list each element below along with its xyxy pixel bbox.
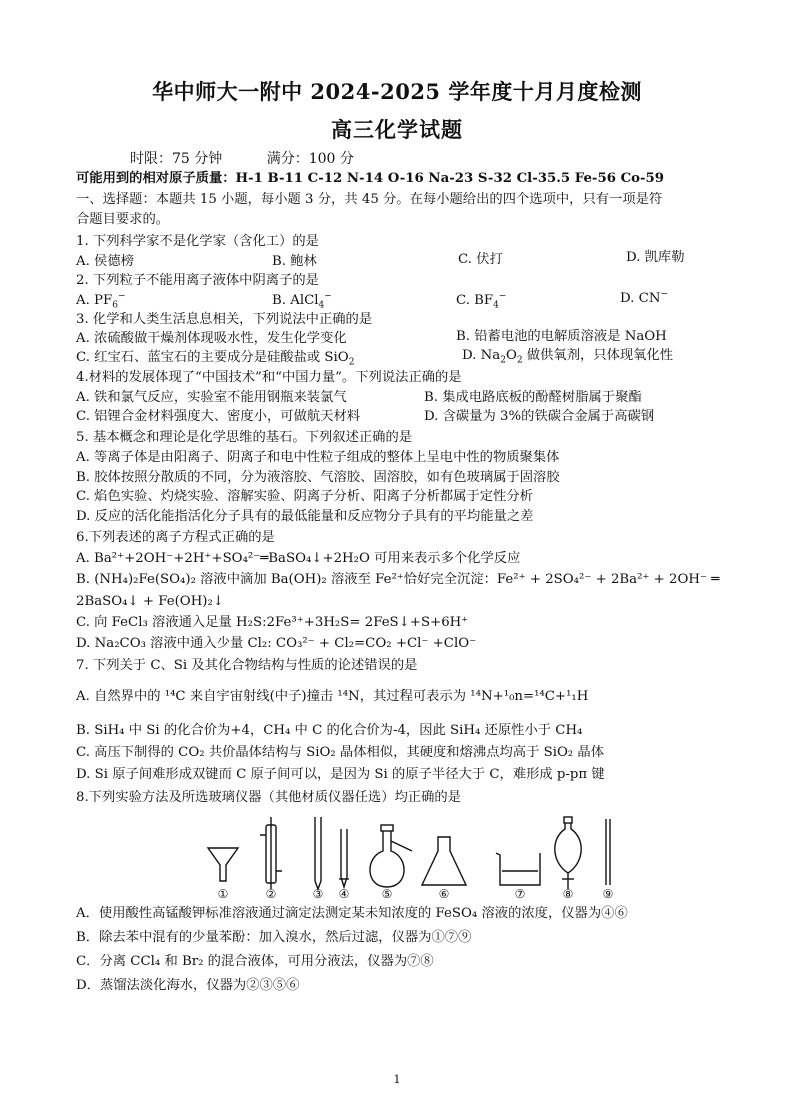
q7-option-b: B. SiH₄ 中 Si 的化合价为+4，CH₄ 中 C 的化合价为-4，因此 SiH₄ 还原性小于 CH₄ [76, 723, 583, 738]
q4-option-b: B. 集成电路底板的酚醛树脂属于聚酯 [424, 390, 642, 405]
q1-option-b: B. 鲍林 [272, 254, 317, 269]
burette-icon [315, 817, 321, 889]
q3-option-d: D. $Na_2O_2$ 做供氧剂，只体现氧化性 [462, 348, 674, 366]
q6-stem: 6.下列表述的离子方程式正确的是 [76, 530, 275, 545]
q4-stem: 4.材料的发展体现了“中国技术”和“中国力量”。下列说法正确的是 [76, 370, 462, 385]
q4-option-d: D. 含碳量为 3%的铁碳合金属于高碳钢 [424, 409, 655, 424]
atomic-masses: 可能用到的相对原子质量：H-1 B-11 C-12 N-14 O-16 Na-23 S-32 Cl-35.5 Fe-56 Co-59 [76, 171, 665, 186]
q5-stem: 5. 基本概念和理论是化学思维的基石。下列叙述正确的是 [76, 430, 413, 445]
q4-option-c: C. 铝锂合金材料强度大、密度小，可做航天材料 [76, 409, 361, 424]
page-subtitle: 高三化学试题 [331, 117, 463, 142]
apparatus-label-8: ⑧ [562, 887, 574, 900]
q5-option-c: C. 焰色实验、灼烧实验、溶解实验、阴离子分析、阳离子分析都属于定性分析 [76, 489, 533, 504]
q8-option-a: A．使用酸性高锰酸钾标准溶液通过滴定法测定某未知浓度的 FeSO₄ 溶液的浓度，仪器为④⑥ [76, 906, 628, 921]
q3-stem: 3. 化学和人类生活息息相关，下列说法中正确的是 [76, 312, 373, 327]
q1-option-c: C. 伏打 [458, 252, 503, 267]
distillation-flask-icon [370, 825, 412, 887]
apparatus-label-3: ③ [312, 887, 324, 900]
q7-option-c: C. 高压下制得的 CO₂ 共价晶体结构与 SiO₂ 晶体相似，其硬度和熔沸点均高于 SiO₂ 晶体 [76, 745, 605, 760]
q5-option-d: D. 反应的活化能指活化分子具有的最低能量和反应物分子具有的平均能量之差 [76, 509, 534, 524]
exam-meta [130, 150, 394, 168]
q8-option-d: D．蒸馏法淡化海水，仪器为②③⑤⑥ [76, 978, 300, 993]
apparatus-label-6: ⑥ [438, 887, 450, 900]
q2-option-d: D. CN− [620, 289, 668, 306]
section-instructions-line2: 合题目要求的。 [76, 212, 170, 227]
apparatus-label-4: ④ [338, 887, 350, 900]
q7-option-a: A. 自然界中的 ¹⁴C 来自宇宙射线(中子)撞击 ¹⁴N，其过程可表示为 ¹⁴N+¹₀n=¹⁴C+¹₁H [76, 689, 589, 704]
page-number: 1 [393, 1073, 401, 1086]
conical-flask-icon [422, 837, 466, 885]
q3-option-b: B. 铅蓄电池的电解质溶液是 NaOH [456, 329, 667, 344]
apparatus-label-7: ⑦ [514, 887, 526, 900]
separatory-funnel-icon [555, 817, 581, 889]
apparatus-label-5: ⑤ [381, 887, 393, 900]
q6-option-c: C. 向 FeCl₃ 溶液通入足量 H₂S:2Fe³⁺+3H₂S= 2FeS↓+S+6H⁺ [76, 615, 469, 630]
apparatus-label-9: ⑨ [602, 887, 614, 900]
glassware-figure [190, 815, 630, 900]
q8-stem: 8.下列实验方法及所选玻璃仪器（其他材质仪器任选）均正确的是 [76, 790, 461, 805]
burette-stopcock-icon [339, 829, 349, 887]
q2-option-c: C. $BF_4^-$ [456, 291, 507, 311]
q3-option-a: A. 浓硫酸做干燥剂体现吸水性，发生化学变化 [76, 331, 347, 346]
q6-option-a: A. Ba²⁺+2OH⁻+2H⁺+SO₄²⁻═BaSO₄↓+2H₂O 可用来表示多个化学反应 [76, 551, 521, 566]
q2-option-b: B. AlCl$_4$− [272, 291, 332, 311]
q2-option-a: A. $PF_6^-$ [76, 291, 126, 311]
apparatus-label-1: ① [217, 887, 229, 900]
q6-option-b-line1: B. (NH₄)₂Fe(SO₄)₂ 溶液中滴加 Ba(OH)₂ 溶液至 Fe²⁺恰好完全沉淀：Fe²⁺ + 2SO₄²⁻ + 2Ba²⁺ + 2OH⁻ ═ [76, 572, 720, 587]
q8-option-c: C．分离 CCl₄ 和 Br₂ 的混合液体，可用分液法，仪器为⑦⑧ [76, 954, 434, 969]
q4-option-a: A. 铁和氯气反应，实验室不能用钢瓶来装氯气 [76, 390, 347, 405]
q6-option-b-line2: 2BaSO₄↓ + Fe(OH)₂↓ [76, 594, 224, 609]
time-limit: 时限：75 分钟 [130, 151, 223, 167]
section-instructions-line1: 一、选择题：本题共 15 小题，每小题 3 分，共 45 分。在每小题给出的四个选项中，只有一项是符 [76, 192, 663, 207]
q1-stem: 1. 下列科学家不是化学家（含化工）的是 [76, 234, 319, 249]
q2-stem: 2. 下列粒子不能用离子液体中阴离子的是 [76, 273, 319, 288]
full-score: 满分：100 分 [266, 151, 354, 167]
page-title: 华中师大一附中 2024-2025 学年度十月月度检测 [152, 79, 642, 104]
apparatus-label-2: ② [265, 887, 277, 900]
q5-option-a: A. 等离子体是由阳离子、阴离子和电中性粒子组成的整体上呈电中性的物质聚集体 [76, 450, 560, 465]
q7-stem: 7. 下列关于 C、Si 及其化合物结构与性质的论述错误的是 [76, 658, 418, 673]
q1-option-a: A. 侯德榜 [76, 254, 134, 269]
beaker-icon [496, 853, 540, 885]
q8-option-b: B．除去苯中混有的少量苯酚：加入溴水，然后过滤，仪器为①⑦⑨ [76, 930, 472, 945]
q6-option-d: D. Na₂CO₃ 溶液中通入少量 Cl₂: CO₃²⁻ + Cl₂=CO₂ +Cl⁻ +ClO⁻ [76, 636, 477, 651]
condenser-icon [260, 817, 282, 889]
glass-rod-icon [606, 819, 610, 885]
q1-option-d: D. 凯库勒 [626, 250, 685, 265]
funnel-icon [208, 848, 238, 881]
q3-option-c: C. 红宝石、蓝宝石的主要成分是硅酸盐或 SiO$_2$ [76, 350, 355, 368]
q7-option-d: D. Si 原子间难形成双键而 C 原子间可以，是因为 Si 的原子半径大于 C，难形成 p-pπ 键 [76, 767, 605, 782]
q5-option-b: B. 胶体按照分散质的不同，分为液溶胶、气溶胶、固溶胶，如有色玻璃属于固溶胶 [76, 470, 560, 485]
